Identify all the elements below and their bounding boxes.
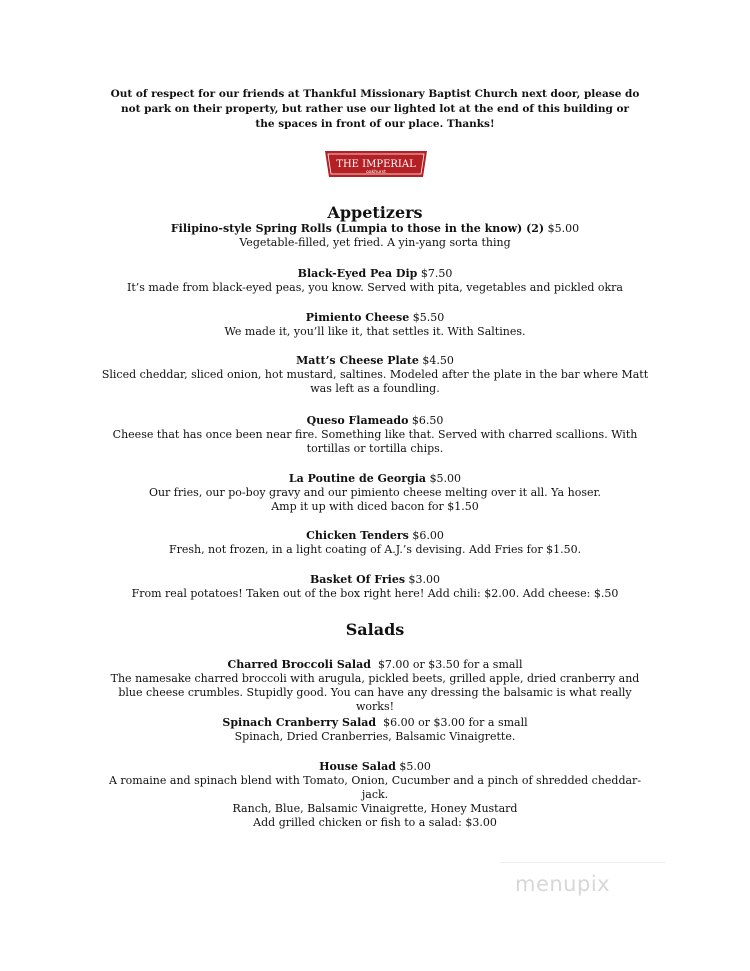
- item-price: $6.50: [411, 414, 444, 427]
- item-price: $5.00: [399, 760, 431, 773]
- item-price: $7.50: [420, 267, 453, 280]
- item-description: Spinach, Dried Cranberries, Balsamic Vinaigrette.: [234, 730, 516, 743]
- item-description: It’s made from black-eyed peas, you know. Served with pita, vegetables and pickled okra: [127, 281, 623, 294]
- item-description: A romaine and spinach blend with Tomato, Onion, Cucumber and a pinch of shredded cheddar-jack.: [108, 774, 642, 801]
- menu-item-charred-broccoli-salad: [100, 658, 650, 714]
- menu-item-chicken-tenders: [100, 529, 650, 557]
- item-name: Basket Of Fries: [309, 573, 406, 586]
- item-name: Black-Eyed Pea Dip: [297, 267, 418, 280]
- salads-heading: Salads: [345, 620, 405, 639]
- item-description: Fresh, not frozen, in a light coating of A.J.’s devising. Add Fries for $1.50.: [168, 543, 582, 556]
- item-price: $6.00: [412, 529, 444, 542]
- item-name: House Salad: [319, 760, 396, 773]
- item-description: Cheese that has once been near fire. Something like that. Served with charred scallions. With tortillas or tortilla chips.: [112, 428, 638, 455]
- item-description: Vegetable-filled, yet fried. A yin-yang sorta thing: [239, 236, 511, 249]
- parking-notice: Out of respect for our friends at Thankful Missionary Baptist Church next door, please do not park on their property, but rather use our lighted lot at the end of this building or the spaces in front of our place. Thanks!: [110, 88, 640, 130]
- item-price: $5.50: [412, 311, 445, 324]
- item-price: $4.50: [422, 354, 454, 367]
- appetizers-heading: Appetizers: [327, 203, 423, 222]
- item-name: Spinach Cranberry Salad: [222, 716, 377, 729]
- item-name: Filipino-style Spring Rolls (Lumpia to those in the know) (2): [170, 222, 545, 235]
- item-price: $3.00: [408, 573, 441, 586]
- item-description: From real potatoes! Taken out of the box right here! Add chili: $2.00. Add cheese: $.50: [131, 587, 619, 600]
- menu-item-house-salad: [100, 760, 650, 830]
- menupix-watermark: menupix: [515, 872, 611, 896]
- item-description: Our fries, our po-boy gravy and our pimiento cheese melting over it all. Ya hoser.: [148, 486, 602, 499]
- item-name: Charred Broccoli Salad: [227, 658, 371, 671]
- menu-item-cheese-plate: [100, 354, 650, 396]
- menu-item-queso-flameado: [100, 414, 650, 456]
- item-name: Queso Flameado: [306, 414, 409, 427]
- menu-item-pimiento-cheese: [100, 311, 650, 339]
- menu-item-spring-rolls: [100, 222, 650, 250]
- menu-item-basket-of-fries: [100, 573, 650, 601]
- item-name: La Poutine de Georgia: [288, 472, 427, 485]
- item-name: Matt’s Cheese Plate: [296, 354, 419, 367]
- item-description: Sliced cheddar, sliced onion, hot mustard, saltines. Modeled after the plate in the bar where Matt was left as a foundling.: [101, 368, 649, 395]
- item-description: We made it, you’ll like it, that settles it. With Saltines.: [224, 325, 526, 338]
- logo-subtitle: oakhurst: [366, 170, 386, 175]
- watermark-rule: [500, 862, 665, 863]
- item-addon: Amp it up with diced bacon for $1.50: [271, 500, 479, 513]
- item-price: $7.00 or $3.50 for a small: [377, 658, 523, 671]
- item-price: $5.00: [429, 472, 462, 485]
- menu-item-spinach-cranberry-salad: [100, 716, 650, 744]
- item-description: The namesake charred broccoli with arugula, pickled beets, grilled apple, dried cranberry and blue cheese crumbles. Stupidly good. You can have any dressing the balsamic is what really works!: [110, 672, 640, 713]
- item-addon: Add grilled chicken or fish to a salad: $3.00: [253, 816, 497, 829]
- item-dressings: Ranch, Blue, Balsamic Vinaigrette, Honey Mustard: [232, 802, 518, 815]
- logo-title: THE IMPERIAL: [336, 159, 416, 170]
- menu-item-black-eyed-pea-dip: [100, 267, 650, 295]
- item-price: $6.00 or $3.00 for a small: [383, 716, 528, 729]
- menu-item-poutine: [100, 472, 650, 514]
- item-name: Chicken Tenders: [306, 529, 409, 542]
- imperial-logo: [323, 148, 429, 180]
- item-price: $5.00: [547, 222, 580, 235]
- item-name: Pimiento Cheese: [305, 311, 410, 324]
